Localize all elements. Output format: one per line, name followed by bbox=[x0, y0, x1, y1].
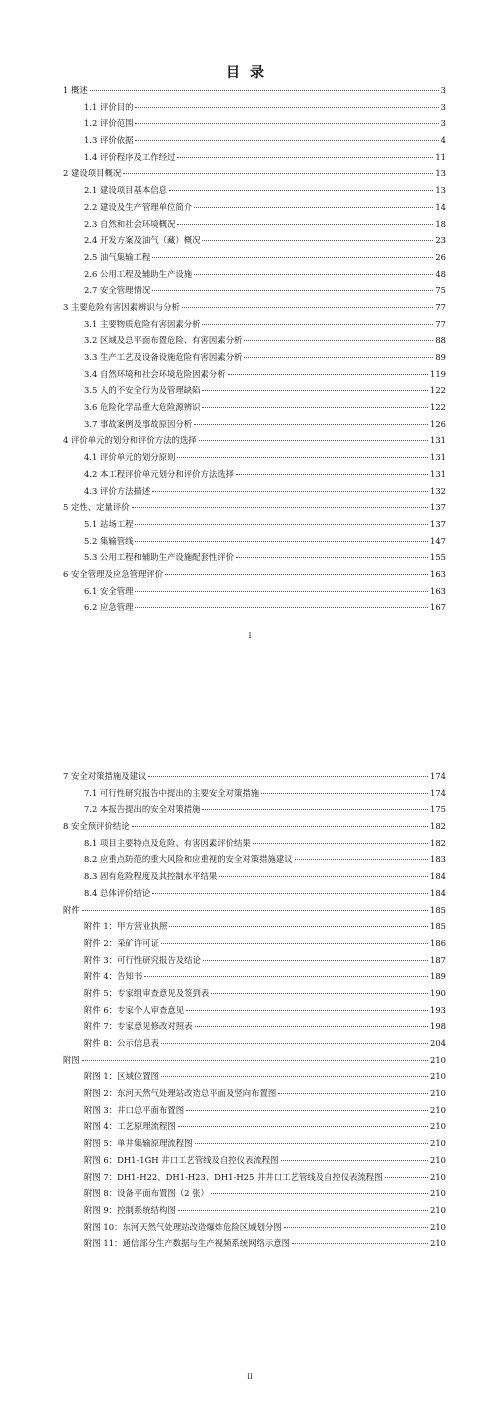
toc-entry-page: 163 bbox=[430, 585, 446, 596]
toc-leader-dots bbox=[292, 1243, 428, 1244]
toc-section-entry[interactable] bbox=[63, 785, 446, 802]
toc-leader-dots bbox=[169, 190, 433, 191]
toc-entry-page: 210 bbox=[430, 1088, 446, 1099]
toc-entry-label: 6.2 应急管理 bbox=[84, 602, 134, 613]
toc-entry-label: 附图 5：单井集输原理流程图 bbox=[84, 1138, 193, 1149]
toc-section-entry[interactable] bbox=[63, 399, 446, 416]
toc-list-page-1 bbox=[63, 82, 446, 616]
toc-entry-label: 8.2 应重点防范的重大风险和应重视的安全对策措施建议 bbox=[84, 854, 293, 865]
toc-section-entry[interactable] bbox=[63, 868, 446, 885]
toc-entry-label: 5.2 集输管线 bbox=[84, 535, 134, 546]
toc-leader-dots bbox=[132, 826, 428, 827]
toc-entry-label: 3.3 生产工艺及设备设施危险有害因素分析 bbox=[84, 352, 243, 362]
toc-entry-page: 185 bbox=[430, 904, 446, 915]
toc-entry-label: 附件 2：采矿许可证 bbox=[84, 937, 159, 948]
toc-section-entry[interactable] bbox=[63, 366, 446, 383]
toc-entry-page: 186 bbox=[430, 937, 446, 948]
toc-entry-page: 131 bbox=[430, 452, 446, 463]
toc-section-entry[interactable] bbox=[63, 549, 446, 566]
toc-entry-page: 167 bbox=[430, 602, 446, 613]
toc-leader-dots bbox=[228, 374, 428, 375]
toc-entry-page: 26 bbox=[435, 251, 446, 262]
toc-section-entry[interactable] bbox=[63, 249, 446, 266]
toc-entry-page: 3 bbox=[440, 101, 446, 112]
toc-entry-page: 210 bbox=[430, 1204, 446, 1215]
toc-chapter-entry[interactable] bbox=[63, 165, 446, 182]
toc-entry-label: 8.4 总体评价结论 bbox=[84, 887, 151, 898]
toc-entry-page: 147 bbox=[430, 535, 446, 546]
toc-entry-label: 7.1 可行性研究报告中提出的主要安全对策措施 bbox=[84, 787, 260, 798]
toc-section-entry[interactable] bbox=[63, 199, 446, 216]
toc-entry-label: 1.4 评价程序及工作经过 bbox=[84, 151, 176, 162]
toc-chapter-entry[interactable] bbox=[63, 82, 446, 99]
toc-section-entry[interactable] bbox=[63, 968, 446, 985]
toc-entry-label: 4 评价单元的划分和评价方法的选择 bbox=[63, 435, 197, 446]
toc-entry-label: 3.7 事故案例及事故原因分析 bbox=[84, 418, 193, 429]
toc-entry-label: 附图 6：DH1-1GH 井口工艺管线及自控仪表流程图 bbox=[84, 1154, 279, 1165]
toc-entry-label: 附件 7：专家意见修改对照表 bbox=[84, 1021, 193, 1032]
toc-leader-dots bbox=[132, 507, 428, 508]
toc-leader-dots bbox=[195, 1026, 429, 1027]
toc-chapter-entry[interactable] bbox=[63, 299, 446, 316]
toc-entry-page: 48 bbox=[435, 268, 446, 279]
toc-page-2 bbox=[0, 700, 500, 1413]
toc-leader-dots bbox=[177, 224, 433, 225]
toc-entry-page: 3 bbox=[440, 118, 446, 129]
toc-chapter-entry[interactable] bbox=[63, 566, 446, 583]
toc-entry-page: 210 bbox=[430, 1188, 446, 1199]
toc-leader-dots bbox=[169, 926, 428, 927]
toc-entry-label: 2.2 建设及生产管理单位简介 bbox=[84, 201, 193, 212]
toc-entry-label: 4.3 评价方法描述 bbox=[84, 485, 151, 496]
toc-entry-page: 184 bbox=[430, 871, 446, 882]
toc-leader-dots bbox=[186, 1110, 428, 1111]
toc-section-entry[interactable] bbox=[63, 835, 446, 852]
toc-entry-page: 88 bbox=[435, 335, 446, 346]
toc-entry-label: 8.1 项目主要特点及危险、有害因素评价结果 bbox=[84, 837, 251, 848]
toc-entry-label: 附图 bbox=[63, 1054, 80, 1065]
toc-section-entry[interactable] bbox=[63, 483, 446, 500]
toc-entry-page: 187 bbox=[430, 954, 446, 965]
toc-leader-dots bbox=[278, 1093, 428, 1094]
toc-entry-page: 163 bbox=[430, 568, 446, 579]
toc-entry-page: 137 bbox=[430, 518, 446, 529]
toc-section-entry[interactable] bbox=[63, 1169, 446, 1186]
toc-entry-label: 2.3 自然和社会环境概况 bbox=[84, 218, 176, 229]
toc-entry-label: 附图 1：区域位置图 bbox=[84, 1071, 159, 1082]
toc-entry-label: 附图 9：控制系统结构图 bbox=[84, 1204, 176, 1215]
toc-entry-label: 附图 4：工艺原理流程图 bbox=[84, 1121, 176, 1132]
toc-leader-dots bbox=[202, 324, 433, 325]
toc-section-entry[interactable] bbox=[63, 985, 446, 1002]
toc-entry-label: 2.6 公用工程及辅助生产设施 bbox=[84, 268, 193, 279]
toc-leader-dots bbox=[135, 123, 438, 124]
toc-entry-page: 23 bbox=[435, 235, 446, 246]
toc-entry-page: 182 bbox=[430, 837, 446, 848]
toc-entry-page: 122 bbox=[430, 402, 446, 413]
toc-entry-label: 2.5 油气集输工程 bbox=[84, 251, 151, 262]
toc-section-entry[interactable] bbox=[63, 99, 446, 116]
toc-entry-label: 6.1 安全管理 bbox=[84, 585, 134, 596]
toc-entry-page: 174 bbox=[430, 787, 446, 798]
toc-entry-page: 210 bbox=[430, 1221, 446, 1232]
toc-entry-label: 附件 3：可行性研究报告及结论 bbox=[84, 954, 201, 965]
toc-list-page-2 bbox=[63, 768, 446, 1252]
toc-section-entry[interactable] bbox=[63, 282, 446, 299]
toc-leader-dots bbox=[177, 157, 433, 158]
toc-leader-dots bbox=[281, 1160, 428, 1161]
toc-leader-dots bbox=[261, 793, 428, 794]
toc-entry-page: 13 bbox=[435, 185, 446, 196]
toc-entry-page: 89 bbox=[435, 352, 446, 362]
toc-leader-dots bbox=[203, 960, 428, 961]
toc-chapter-entry[interactable] bbox=[63, 768, 446, 785]
toc-leader-dots bbox=[135, 107, 438, 108]
toc-entry-page: 189 bbox=[430, 971, 446, 982]
toc-section-entry[interactable] bbox=[63, 216, 446, 233]
toc-section-entry[interactable] bbox=[63, 332, 446, 349]
toc-leader-dots bbox=[236, 557, 428, 558]
toc-leader-dots bbox=[152, 893, 428, 894]
toc-leader-dots bbox=[295, 859, 428, 860]
toc-leader-dots bbox=[135, 591, 428, 592]
toc-entry-page: 77 bbox=[435, 301, 446, 312]
toc-entry-page: 182 bbox=[430, 821, 446, 832]
toc-entry-label: 8.3 固有危险程度及其控制水平结果 bbox=[84, 871, 218, 882]
toc-leader-dots bbox=[165, 574, 428, 575]
toc-leader-dots bbox=[123, 173, 433, 174]
toc-entry-page: 184 bbox=[430, 887, 446, 898]
toc-entry-label: 3.5 人的不安全行为及管理缺陷 bbox=[84, 385, 201, 396]
toc-leader-dots bbox=[161, 1076, 428, 1077]
toc-entry-page: 175 bbox=[430, 804, 446, 815]
toc-entry-label: 4.2 本工程评价单元划分和评价方法选择 bbox=[84, 468, 234, 479]
toc-leader-dots bbox=[90, 90, 439, 91]
toc-leader-dots bbox=[152, 491, 428, 492]
toc-section-entry[interactable] bbox=[63, 382, 446, 399]
toc-leader-dots bbox=[244, 340, 433, 341]
toc-entry-page: 14 bbox=[435, 201, 446, 212]
toc-leader-dots bbox=[202, 809, 428, 810]
toc-leader-dots bbox=[194, 207, 433, 208]
toc-entry-label: 2.4 开发方案及油气（藏）概况 bbox=[84, 235, 201, 246]
toc-leader-dots bbox=[135, 541, 428, 542]
toc-entry-page: 18 bbox=[435, 218, 446, 229]
toc-entry-page: 131 bbox=[430, 468, 446, 479]
toc-section-entry[interactable] bbox=[63, 416, 446, 433]
toc-entry-label: 附件 1：甲方营业执照 bbox=[84, 921, 168, 932]
toc-leader-dots bbox=[82, 910, 428, 911]
toc-section-entry[interactable] bbox=[63, 466, 446, 483]
toc-leader-dots bbox=[202, 240, 433, 241]
toc-section-entry[interactable] bbox=[63, 935, 446, 952]
toc-entry-page: 4 bbox=[440, 135, 446, 146]
toc-section-entry[interactable] bbox=[63, 349, 446, 366]
toc-entry-label: 附图 2：东河天然气处理站改造总平面及竖向布置图 bbox=[84, 1088, 277, 1099]
toc-leader-dots bbox=[178, 1210, 428, 1211]
toc-entry-label: 7.2 本报告提出的安全对策措施 bbox=[84, 804, 201, 815]
toc-entry-label: 3.2 区域及总平面布置危险、有害因素分析 bbox=[84, 335, 243, 346]
toc-section-entry[interactable] bbox=[63, 1002, 446, 1019]
page-number: I bbox=[248, 632, 252, 640]
toc-leader-dots bbox=[148, 776, 428, 777]
toc-entry-page: 137 bbox=[430, 502, 446, 513]
toc-entry-label: 3.6 危险化学品重大危险源辨识 bbox=[84, 402, 201, 413]
toc-section-entry[interactable] bbox=[63, 316, 446, 333]
toc-leader-dots bbox=[182, 307, 433, 308]
toc-leader-dots bbox=[284, 1227, 428, 1228]
toc-entry-page: 210 bbox=[430, 1171, 446, 1182]
toc-entry-label: 附图 11：通信部分生产数据与生产视频系统网络示意图 bbox=[84, 1238, 290, 1249]
toc-entry-label: 1.2 评价范围 bbox=[84, 118, 134, 129]
toc-chapter-entry[interactable] bbox=[63, 1052, 446, 1069]
toc-entry-label: 附件 8：公示信息表 bbox=[84, 1038, 159, 1048]
toc-section-entry[interactable] bbox=[63, 1219, 446, 1236]
toc-entry-label: 1.1 评价目的 bbox=[84, 101, 134, 112]
toc-section-entry[interactable] bbox=[63, 801, 446, 818]
toc-chapter-entry[interactable] bbox=[63, 902, 446, 919]
toc-section-entry[interactable] bbox=[63, 1018, 446, 1035]
toc-section-entry[interactable] bbox=[63, 182, 446, 199]
toc-leader-dots bbox=[202, 390, 428, 391]
toc-entry-label: 附件 4：告知书 bbox=[84, 971, 143, 982]
toc-chapter-entry[interactable] bbox=[63, 432, 446, 449]
toc-leader-dots bbox=[177, 457, 428, 458]
toc-entry-label: 8 安全预评价结论 bbox=[63, 821, 130, 832]
toc-entry-page: 126 bbox=[430, 418, 446, 429]
toc-section-entry[interactable] bbox=[63, 449, 446, 466]
page-number: II bbox=[247, 1373, 253, 1381]
toc-leader-dots bbox=[186, 1010, 428, 1011]
toc-entry-label: 2.1 建设项目基本信息 bbox=[84, 185, 167, 196]
toc-entry-page: 210 bbox=[430, 1138, 446, 1149]
toc-entry-page: 185 bbox=[430, 921, 446, 932]
toc-section-entry[interactable] bbox=[63, 149, 446, 166]
toc-entry-page: 210 bbox=[430, 1154, 446, 1165]
toc-entry-label: 2.7 安全管理情况 bbox=[84, 285, 151, 296]
toc-leader-dots bbox=[82, 1060, 428, 1061]
toc-entry-label: 3.4 自然环境和社会环境危险因素分析 bbox=[84, 368, 226, 379]
toc-entry-label: 附图 8：设备平面布置图（2 张） bbox=[84, 1188, 209, 1199]
toc-section-entry[interactable] bbox=[63, 1152, 446, 1169]
toc-section-entry[interactable] bbox=[63, 1085, 446, 1102]
toc-entry-label: 2 建设项目概况 bbox=[63, 168, 122, 179]
toc-leader-dots bbox=[202, 407, 428, 408]
toc-section-entry[interactable] bbox=[63, 1118, 446, 1135]
toc-chapter-entry[interactable] bbox=[63, 818, 446, 835]
toc-entry-label: 附件 5：专家组审查意见及签到表 bbox=[84, 987, 210, 998]
toc-title: 目录 bbox=[226, 65, 274, 81]
toc-entry-page: 131 bbox=[430, 435, 446, 446]
toc-entry-page: 210 bbox=[430, 1054, 446, 1065]
toc-entry-label: 5.3 公用工程和辅助生产设施配套性评价 bbox=[84, 552, 234, 563]
toc-entry-label: 3 主要危险有害因素辨识与分析 bbox=[63, 301, 180, 312]
toc-leader-dots bbox=[244, 357, 433, 358]
toc-section-entry[interactable] bbox=[63, 266, 446, 283]
toc-entry-label: 附件 6：专家个人审查意见 bbox=[84, 1004, 185, 1015]
toc-entry-page: 210 bbox=[430, 1104, 446, 1115]
toc-entry-page: 204 bbox=[430, 1038, 446, 1048]
toc-section-entry[interactable] bbox=[63, 851, 446, 868]
toc-section-entry[interactable] bbox=[63, 918, 446, 935]
toc-section-entry[interactable] bbox=[63, 1102, 446, 1119]
toc-leader-dots bbox=[199, 440, 428, 441]
toc-entry-page: 3 bbox=[440, 85, 446, 95]
toc-section-entry[interactable] bbox=[63, 1235, 446, 1252]
toc-leader-dots bbox=[236, 474, 428, 475]
toc-leader-dots bbox=[194, 424, 428, 425]
toc-leader-dots bbox=[195, 1143, 429, 1144]
toc-entry-page: 198 bbox=[430, 1021, 446, 1032]
toc-entry-page: 210 bbox=[430, 1238, 446, 1249]
toc-entry-page: 174 bbox=[430, 771, 446, 781]
toc-leader-dots bbox=[152, 290, 433, 291]
toc-entry-page: 190 bbox=[430, 987, 446, 998]
toc-leader-dots bbox=[178, 1126, 428, 1127]
toc-entry-page: 210 bbox=[430, 1071, 446, 1082]
toc-entry-label: 6 安全管理及应急管理评价 bbox=[63, 568, 164, 579]
toc-section-entry[interactable] bbox=[63, 132, 446, 149]
toc-leader-dots bbox=[219, 876, 428, 877]
toc-leader-dots bbox=[161, 943, 428, 944]
toc-section-entry[interactable] bbox=[63, 599, 446, 616]
toc-leader-dots bbox=[144, 976, 428, 977]
toc-entry-label: 3.1 主要物质危险有害因素分析 bbox=[84, 318, 201, 329]
toc-entry-label: 4.1 评价单元的划分原则 bbox=[84, 452, 176, 463]
toc-section-entry[interactable] bbox=[63, 533, 446, 550]
toc-section-entry[interactable] bbox=[63, 952, 446, 969]
toc-section-entry[interactable] bbox=[63, 1035, 446, 1052]
toc-section-entry[interactable] bbox=[63, 1185, 446, 1202]
toc-section-entry[interactable] bbox=[63, 1202, 446, 1219]
toc-chapter-entry[interactable] bbox=[63, 499, 446, 516]
toc-entry-label: 5.1 站场工程 bbox=[84, 518, 134, 529]
toc-section-entry[interactable] bbox=[63, 583, 446, 600]
toc-entry-label: 附图 7：DH1-H22、DH1-H23、DH1-H25 井井口工艺管线及自控仪表流程图 bbox=[84, 1171, 383, 1182]
toc-leader-dots bbox=[135, 607, 428, 608]
toc-leader-dots bbox=[152, 257, 433, 258]
toc-section-entry[interactable] bbox=[63, 1068, 446, 1085]
toc-section-entry[interactable] bbox=[63, 1135, 446, 1152]
toc-entry-label: 1.3 评价依据 bbox=[84, 135, 134, 146]
toc-entry-page: 75 bbox=[435, 285, 446, 296]
toc-entry-page: 13 bbox=[435, 168, 446, 179]
toc-page-1 bbox=[0, 0, 500, 700]
toc-entry-label: 7 安全对策措施及建议 bbox=[63, 771, 147, 781]
toc-leader-dots bbox=[194, 274, 433, 275]
toc-leader-dots bbox=[253, 843, 428, 844]
toc-section-entry[interactable] bbox=[63, 516, 446, 533]
toc-entry-page: 122 bbox=[430, 385, 446, 396]
toc-leader-dots bbox=[211, 993, 428, 994]
toc-entry-page: 193 bbox=[430, 1004, 446, 1015]
toc-entry-label: 附件 bbox=[63, 904, 80, 915]
toc-entry-label: 附图 10：东河天然气处理站改造爆炸危险区域划分图 bbox=[84, 1221, 282, 1232]
toc-entry-page: 77 bbox=[435, 318, 446, 329]
toc-entry-page: 132 bbox=[430, 485, 446, 496]
toc-leader-dots bbox=[211, 1193, 428, 1194]
toc-entry-label: 5 定性、定量评价 bbox=[63, 502, 130, 513]
toc-entry-page: 155 bbox=[430, 552, 446, 563]
toc-entry-label: 1 概述 bbox=[63, 85, 88, 95]
toc-entry-label: 附图 3：井口总平面布置图 bbox=[84, 1104, 185, 1115]
toc-section-entry[interactable] bbox=[63, 232, 446, 249]
toc-entry-page: 11 bbox=[435, 151, 446, 162]
toc-leader-dots bbox=[135, 524, 428, 525]
toc-section-entry[interactable] bbox=[63, 115, 446, 132]
toc-entry-page: 119 bbox=[430, 368, 446, 379]
toc-leader-dots bbox=[135, 140, 438, 141]
toc-section-entry[interactable] bbox=[63, 885, 446, 902]
toc-leader-dots bbox=[385, 1177, 428, 1178]
toc-entry-page: 210 bbox=[430, 1121, 446, 1132]
toc-leader-dots bbox=[161, 1043, 428, 1044]
toc-entry-page: 183 bbox=[430, 854, 446, 865]
